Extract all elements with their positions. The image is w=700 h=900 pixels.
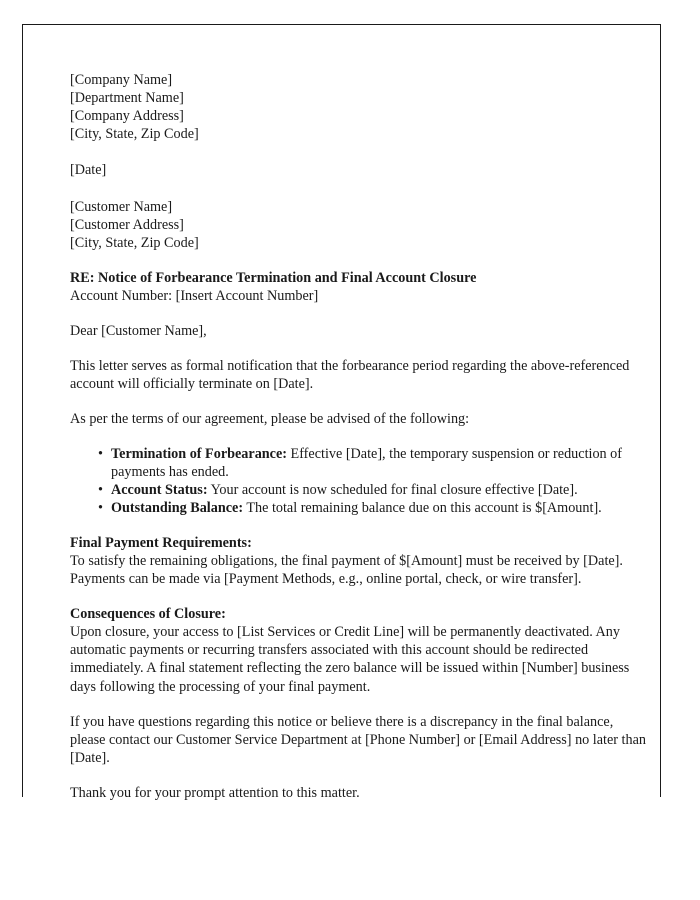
- salutation: Dear [Customer Name],: [70, 323, 207, 340]
- spacer: [70, 767, 652, 784]
- list-item: [70, 445, 652, 481]
- section-body-consequences: Upon closure, your access to [List Services or Credit Line] will be permanently deactivated. Any automatic payments or recurring transfers associated with this account should be redirected immediately. A final statement reflecting the zero balance will be issued within [Number] business days following the processing of your final payment.: [70, 624, 630, 695]
- section-heading-consequences: Consequences of Closure:: [70, 606, 226, 623]
- sender-address-line: [Department Name]: [70, 90, 184, 107]
- recipient-address-line: [City, State, Zip Code]: [70, 234, 199, 251]
- intro-paragraph: This letter serves as formal notification that the forbearance period regarding the above-referenced account will officially terminate on [Date].: [70, 358, 630, 393]
- bullet-label: Termination of Forbearance:: [111, 445, 287, 462]
- letter-content: [70, 71, 652, 802]
- sender-address-line: [City, State, Zip Code]: [70, 126, 199, 143]
- recipient-address-block: [70, 198, 652, 252]
- spacer: [70, 429, 652, 445]
- bullet-text: Your account is now scheduled for final closure effective [Date].: [207, 481, 578, 498]
- subject-line: RE: Notice of Forbearance Termination and Final Account Closure: [70, 269, 477, 286]
- sender-address-line: [Company Address]: [70, 108, 184, 125]
- bullet-text: Effective [Date], the temporary suspension or reduction of payments has ended.: [111, 445, 622, 480]
- lead-in-paragraph: As per the terms of our agreement, please be advised of the following:: [70, 411, 470, 428]
- list-item: [70, 481, 652, 499]
- spacer: [70, 180, 652, 198]
- section-heading-final-payment: Final Payment Requirements:: [70, 534, 252, 551]
- spacer: [70, 696, 652, 713]
- spacer: [70, 393, 652, 410]
- closing-paragraph: Thank you for your prompt attention to this matter.: [70, 784, 360, 801]
- bullet-label: Account Status:: [111, 481, 208, 498]
- section-body-final-payment: To satisfy the remaining obligations, the final payment of $[Amount] must be received by [Date]. Payments can be made via [Payment Methods, e.g., online portal, check, or wire transfer].: [70, 552, 623, 588]
- bullet-text: The total remaining balance due on this account is $[Amount].: [243, 499, 602, 516]
- account-number-line: Account Number: [Insert Account Number]: [70, 288, 319, 305]
- spacer: [70, 517, 652, 534]
- date-line: [Date]: [70, 162, 107, 179]
- terms-bullet-list: [70, 445, 652, 517]
- spacer: [70, 588, 652, 605]
- document-page: [22, 24, 661, 801]
- sender-address-block: [70, 71, 652, 143]
- recipient-address-line: [Customer Address]: [70, 216, 184, 233]
- spacer: [70, 143, 652, 161]
- recipient-address-line: [Customer Name]: [70, 198, 173, 215]
- list-item: [70, 499, 652, 517]
- spacer: [70, 252, 652, 269]
- contact-paragraph: If you have questions regarding this notice or believe there is a discrepancy in the final balance, please contact our Customer Service Department at [Phone Number] or [Email Address] no later than [Date].: [70, 713, 646, 766]
- bullet-label: Outstanding Balance:: [111, 499, 244, 516]
- spacer: [70, 305, 652, 322]
- spacer: [70, 340, 652, 357]
- sender-address-line: [Company Name]: [70, 72, 173, 88]
